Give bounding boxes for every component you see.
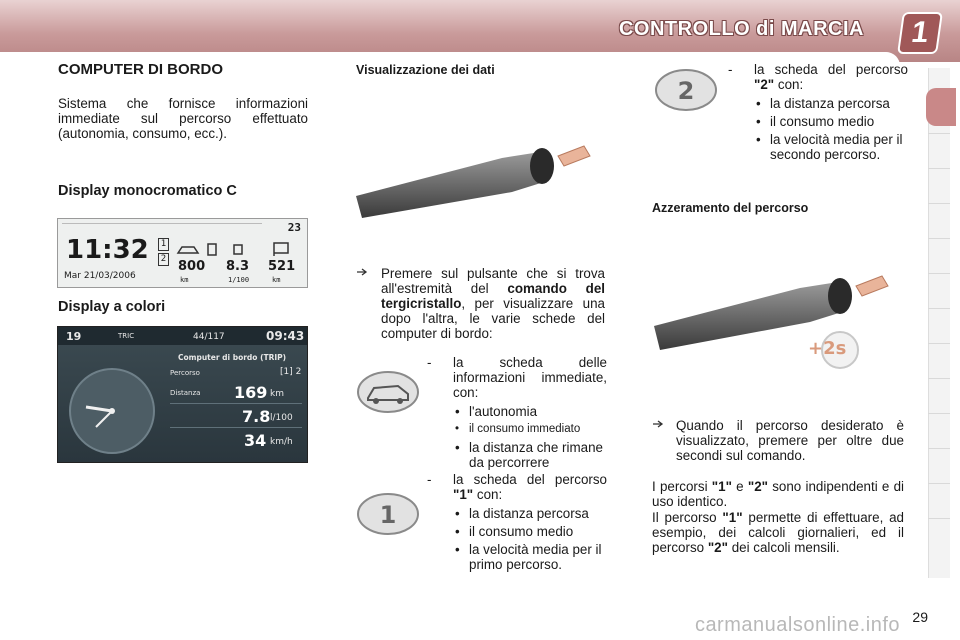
list-item: • il consumo immediato	[453, 422, 607, 437]
tab-divider	[928, 483, 950, 484]
flag-icon	[274, 243, 288, 256]
lcd-value-1: 800	[178, 259, 206, 274]
trip-2-label: "2"	[747, 479, 768, 494]
tab-divider	[928, 238, 950, 239]
cd-row2-unit: km	[270, 389, 284, 399]
lcd-temp: 23	[287, 221, 301, 234]
wiper-stalk-image	[650, 264, 902, 374]
instruction-bold: comando del tergicristallo	[381, 281, 605, 311]
lcd-unit-1: km	[180, 276, 189, 284]
card-trip-2-text: la scheda del percorso	[754, 62, 908, 77]
lcd-value-2: 8.3	[226, 259, 250, 274]
lcd-unit-2: 1/100	[228, 276, 250, 284]
lcd-time: 11:32	[66, 235, 149, 265]
dash-marker: -	[427, 472, 432, 487]
cd-temp: 19	[66, 330, 82, 343]
tab-divider	[928, 448, 950, 449]
list-item: • la distanza che rimane da percorrere	[453, 440, 607, 470]
card-immediate-list	[453, 404, 607, 470]
reset-title: Azzeramento del percorso	[652, 201, 809, 215]
cd-row3-value: 7.8	[242, 407, 271, 426]
list-item: • la distanza percorsa	[453, 506, 607, 521]
color-display-title: Display a colori	[58, 299, 166, 315]
cd-row4-unit: km/h	[270, 437, 293, 447]
cd-divider	[170, 403, 302, 404]
list-item: • il consumo medio	[453, 524, 607, 539]
note-text: Il percorso	[652, 510, 723, 525]
cd-row2-label: Distanza	[170, 389, 201, 397]
card-immediate-text: la scheda delle informazioni immediate, con:	[453, 355, 607, 400]
monochrome-display	[57, 218, 308, 288]
fuel-icon	[208, 244, 216, 255]
car-icon	[178, 247, 198, 253]
dash-marker: -	[427, 355, 432, 370]
trip-2-icon	[654, 68, 718, 112]
cd-screen-title: Computer di bordo (TRIP)	[178, 353, 287, 362]
tab-divider	[928, 378, 950, 379]
list-item: • il consumo medio	[754, 114, 908, 129]
list-item: • la velocità media per il secondo percorso.	[754, 132, 908, 162]
clock-dial-icon	[66, 365, 158, 457]
trip-2-label: "2"	[754, 77, 775, 92]
card-trip-2-list	[754, 96, 908, 162]
card-immediate	[427, 355, 607, 473]
tab-divider	[928, 518, 950, 519]
trips-independent-note	[652, 479, 904, 509]
card-trip-1-list	[453, 506, 607, 572]
list-item: • l'autonomia	[453, 404, 607, 419]
cd-row3-unit: l/100	[270, 413, 293, 423]
lcd-tab-2: 2	[158, 253, 169, 266]
cd-row1-value: [1] 2	[280, 367, 302, 377]
section-title: COMPUTER DI BORDO	[58, 61, 223, 78]
finger-pointer-icon	[652, 418, 666, 430]
trips-usage-note	[652, 510, 904, 555]
press-arrow-icon	[856, 276, 888, 296]
tab-divider	[928, 308, 950, 309]
cd-divider	[170, 427, 302, 428]
tab-divider	[928, 273, 950, 274]
svg-text:2: 2	[677, 77, 695, 105]
chapter-number-badge: 1	[897, 12, 943, 54]
note-text: permette di effettuare, ad esempio, dei calcoli giornalieri, ed il percorso	[652, 510, 904, 555]
intro-paragraph: Sistema che fornisce informazioni immediate sul percorso effettuato (autonomia, consumo, ecc.).	[58, 96, 308, 141]
car-icon	[356, 370, 420, 414]
list-item: • la velocità media per il primo percorso.	[453, 542, 607, 572]
cd-row1-label: Percorso	[170, 369, 200, 377]
note-text: I percorsi	[652, 479, 712, 494]
card-trip-2-text-end: con:	[774, 77, 804, 92]
card-trip-1-text: la scheda del percorso	[453, 472, 607, 487]
tab-divider	[928, 203, 950, 204]
press-arrow-icon	[558, 146, 590, 166]
watermark: carmanualsonline.info	[694, 614, 900, 636]
chapter-tabs	[928, 68, 950, 578]
svg-text:1: 1	[379, 501, 397, 529]
trip-1-label: "1"	[711, 479, 732, 494]
page-number: 29	[912, 609, 928, 625]
data-display-title: Visualizzazione dei dati	[356, 63, 495, 77]
tab-divider	[928, 168, 950, 169]
instruction-text-end: , per visualizzare una dopo l'altra, le varie schede del computer di bordo:	[381, 296, 605, 341]
color-display	[57, 326, 308, 463]
card-trip-2	[728, 62, 908, 165]
pump-icon	[234, 245, 242, 254]
cd-small-label: TRIC	[118, 332, 135, 340]
list-item: • la distanza percorsa	[754, 96, 908, 111]
mono-display-title: Display monocromatico C	[58, 183, 237, 199]
wiper-stalk-image	[352, 136, 604, 222]
note-text: sono indipendenti e di uso identico.	[652, 479, 905, 509]
lcd-value-3: 521	[268, 259, 296, 274]
trip-1-label: "1"	[722, 510, 743, 525]
trip-1-label: "1"	[453, 487, 474, 502]
lcd-tab-1: 1	[158, 238, 169, 251]
cd-clock: 09:43	[266, 329, 305, 343]
lcd-date: Mar 21/03/2006	[64, 271, 136, 281]
cd-counter: 44/117	[193, 332, 225, 342]
dash-marker: -	[728, 62, 733, 77]
card-trip-1	[427, 472, 607, 575]
note-text: e	[731, 479, 748, 494]
active-chapter-tab[interactable]	[926, 88, 956, 126]
card-trip-1-text-end: con:	[473, 487, 503, 502]
lcd-line	[62, 223, 262, 224]
chapter-title: CONTROLLO di MARCIA	[618, 18, 864, 40]
tab-divider	[928, 413, 950, 414]
tab-divider	[928, 133, 950, 134]
trip-2-label: "2"	[707, 540, 728, 555]
lcd-icons	[176, 241, 296, 257]
hold-2-seconds-badge: +2s	[808, 338, 847, 359]
lcd-unit-3: km	[272, 276, 281, 284]
instruction-text: Premere sul pulsante che si trova all'estremità del	[381, 266, 605, 296]
data-display-instruction	[381, 266, 605, 341]
tab-divider	[928, 343, 950, 344]
reset-instruction: Quando il percorso desiderato è visualizzato, premere per oltre due secondi sul comando.	[676, 418, 904, 463]
note-text: dei calcoli mensili.	[727, 540, 840, 555]
trip-1-icon	[356, 492, 420, 536]
finger-pointer-icon	[356, 266, 370, 278]
cd-row2-value: 169	[234, 383, 268, 402]
cd-row4-value: 34	[244, 431, 267, 450]
